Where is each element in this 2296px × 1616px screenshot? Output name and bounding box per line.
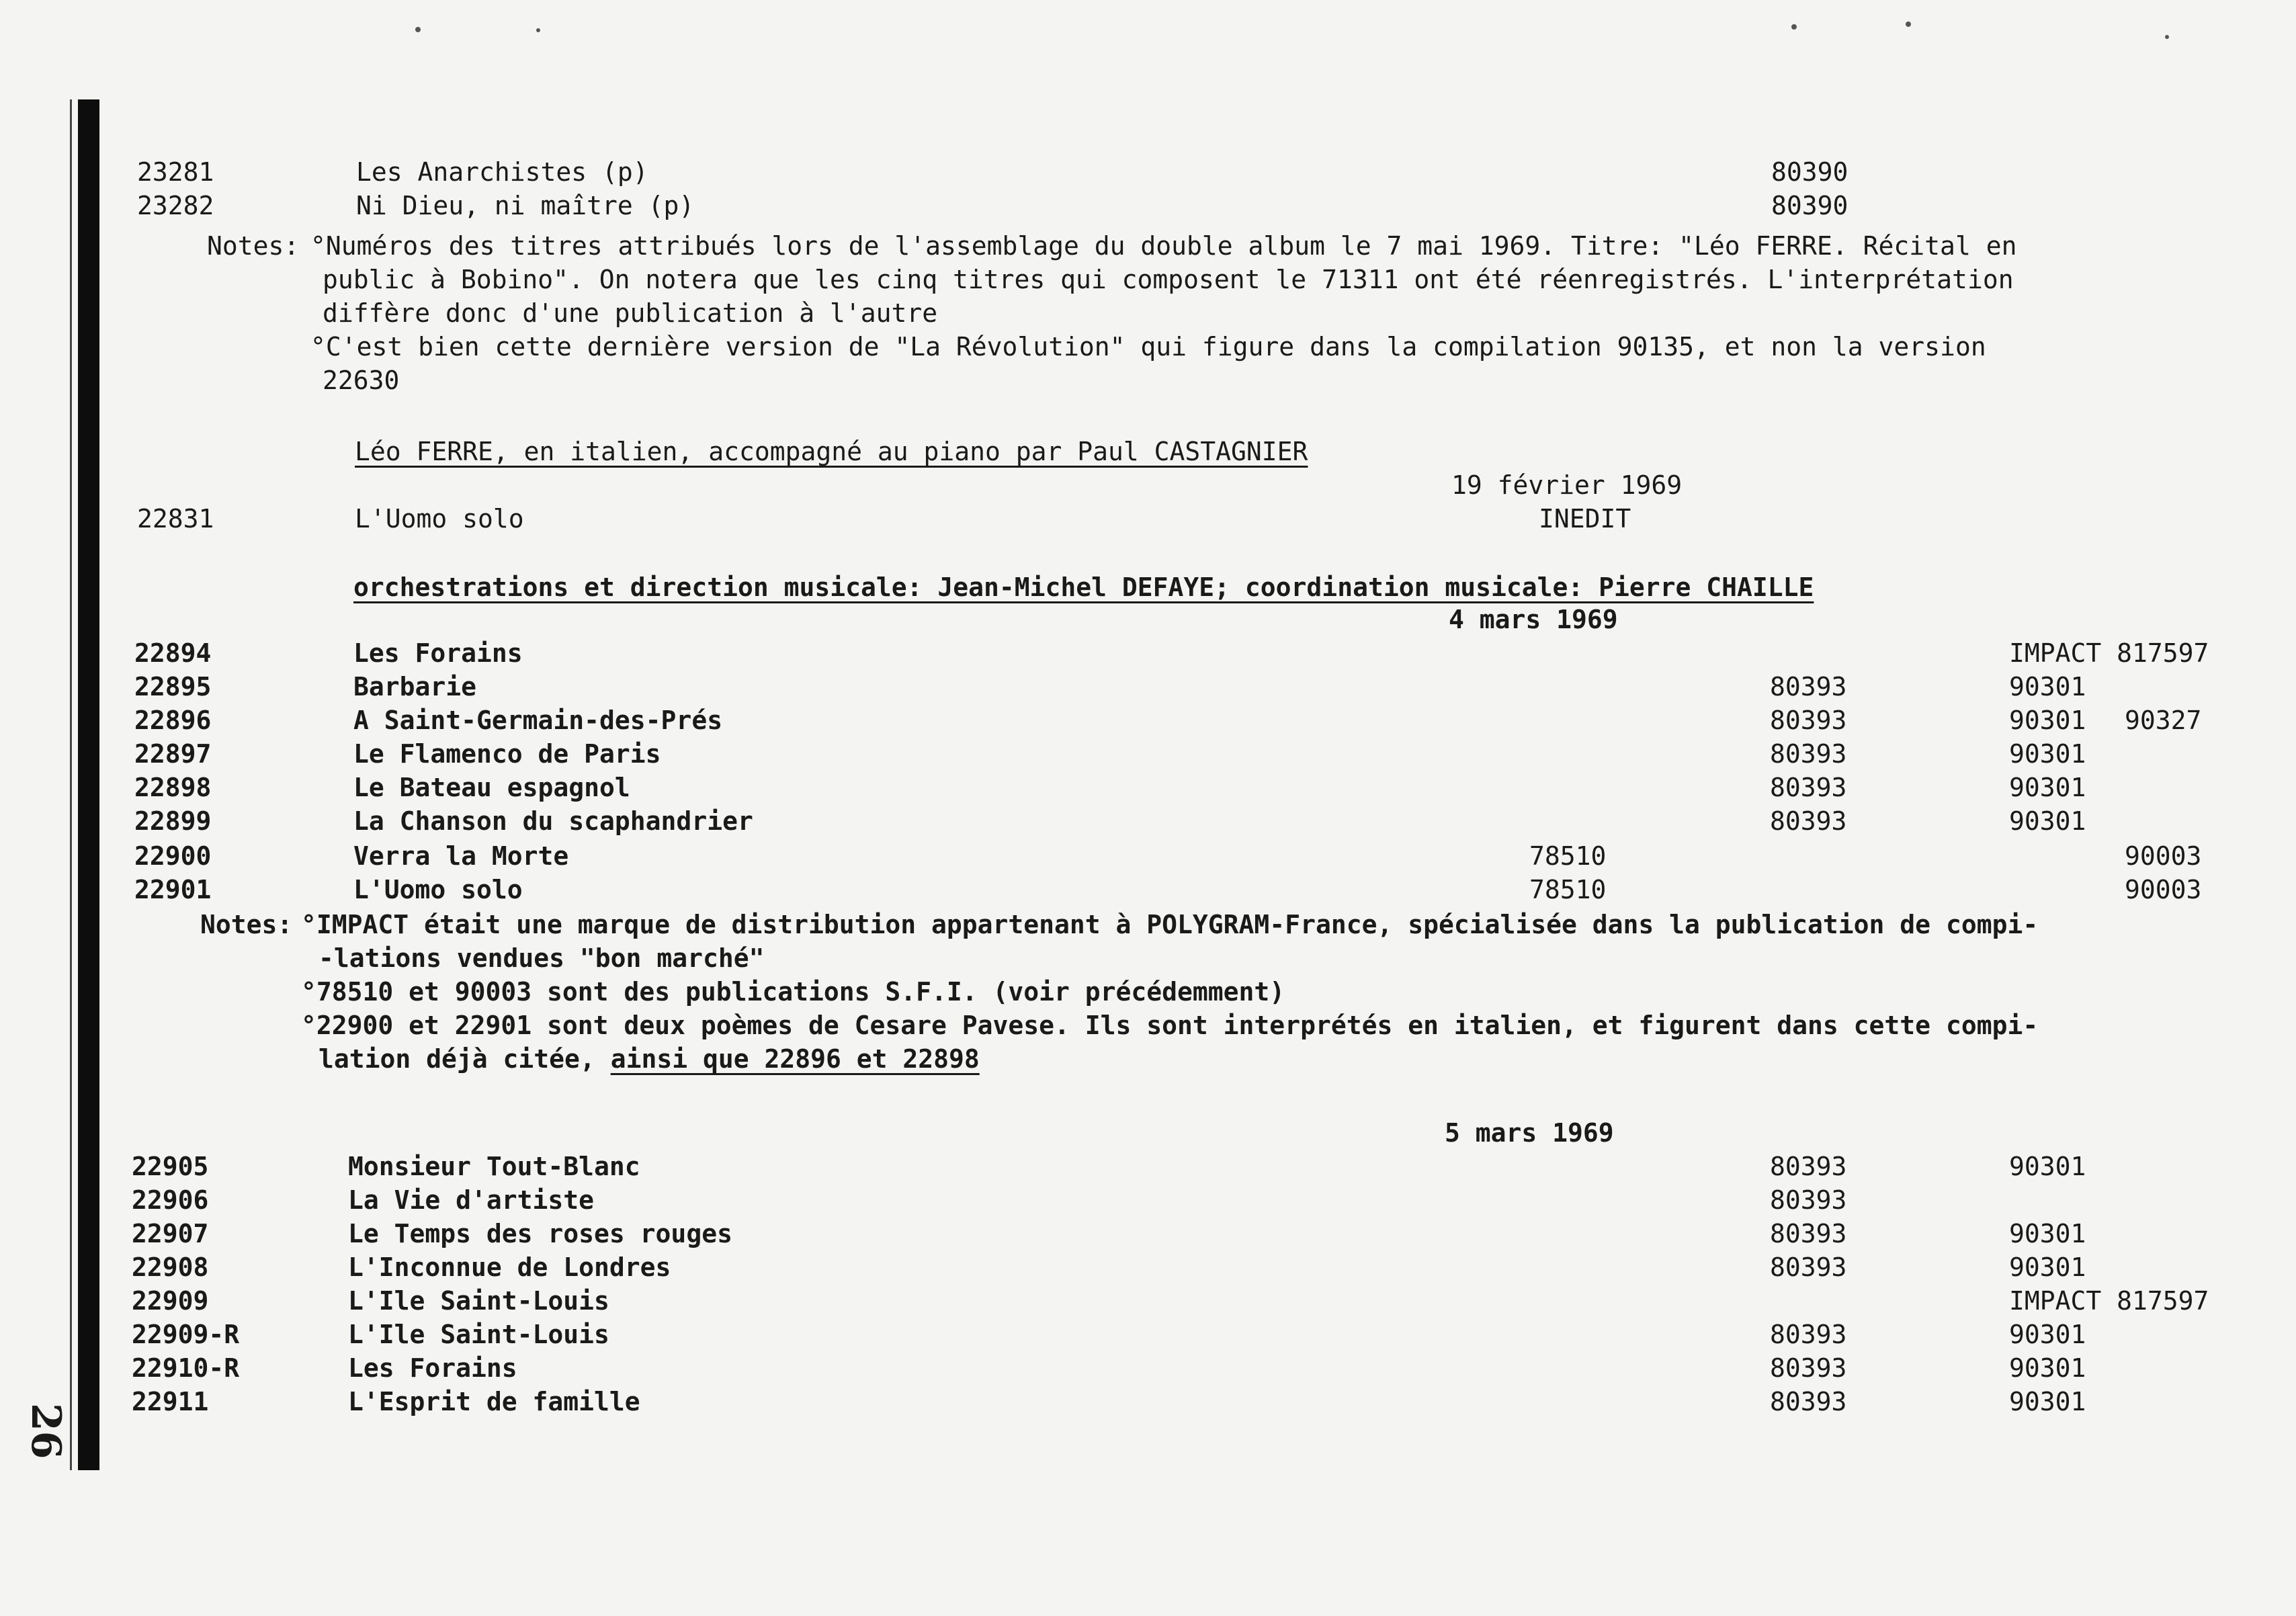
entry-title: L'Ile Saint-Louis (348, 1320, 609, 1349)
entry-ref: IMPACT 817597 (2009, 638, 2209, 668)
session-date: 19 février 1969 (1451, 470, 1683, 500)
entry-ref: 80390 (1771, 191, 1848, 220)
entry-number: 22899 (134, 806, 212, 836)
entry-title: Monsieur Tout-Blanc (348, 1152, 640, 1181)
entry-number: 23281 (137, 157, 214, 187)
note-line: °22900 et 22901 sont deux poèmes de Cesare Pavese. Ils sont interprétés en italien, et figurent dans cette compi- (301, 1011, 2039, 1040)
note-line: °C'est bien cette dernière version de "La Révolution" qui figure dans la compilation 90135, et non la version (310, 332, 1986, 362)
note-line: °Numéros des titres attribués lors de l'assemblage du double album le 7 mai 1969. Titre: "Léo FERRE. Récital en (310, 231, 2017, 261)
entry-ref: 80393 (1770, 672, 1847, 701)
entry-title: Les Forains (353, 638, 523, 668)
entry-ref: 90301 (2009, 706, 2086, 735)
entry-title: L'Esprit de famille (348, 1387, 640, 1416)
entry-ref: IMPACT 817597 (2009, 1286, 2209, 1316)
session-heading: Léo FERRE, en italien, accompagné au piano par Paul CASTAGNIER (355, 437, 1308, 466)
entry-number: 22905 (132, 1152, 209, 1181)
scan-speck (536, 28, 540, 32)
entry-ref: 80393 (1770, 773, 1847, 802)
entry-title: La Vie d'artiste (348, 1185, 595, 1215)
entry-title: A Saint-Germain-des-Prés (353, 706, 723, 735)
entry-title: L'Uomo solo (353, 875, 523, 904)
margin-bar (78, 99, 99, 1470)
entry-number: 22910-R (132, 1353, 240, 1383)
entry-number: 22909 (132, 1286, 209, 1316)
entry-ref: 78510 (1529, 875, 1607, 904)
session-date: 4 mars 1969 (1449, 605, 1618, 634)
entry-ref: 90301 (2009, 773, 2086, 802)
entry-status: INEDIT (1539, 504, 1631, 534)
entry-ref: 90301 (2009, 1252, 2086, 1282)
scan-speck (415, 27, 421, 32)
entry-number: 22831 (137, 504, 214, 534)
entry-ref: 90301 (2009, 1320, 2086, 1349)
session-date: 5 mars 1969 (1445, 1118, 1614, 1148)
entry-ref: 90301 (2009, 1152, 2086, 1181)
entry-number: 22911 (132, 1387, 209, 1416)
entry-title: La Chanson du scaphandrier (353, 806, 753, 836)
page-number: 26 (22, 1403, 69, 1459)
entry-number: 22898 (134, 773, 212, 802)
entry-number: 22906 (132, 1185, 209, 1215)
entry-title: Le Bateau espagnol (353, 773, 630, 802)
entry-ref: 80390 (1771, 157, 1848, 187)
entry-title: Les Forains (348, 1353, 517, 1383)
notes-label: Notes: (200, 910, 293, 939)
entry-title: Le Temps des roses rouges (348, 1219, 732, 1248)
note-line: diffère donc d'une publication à l'autre (323, 298, 938, 328)
entry-ref: 90301 (2009, 1353, 2086, 1383)
entry-title: Ni Dieu, ni maître (p) (356, 191, 695, 220)
entry-number: 23282 (137, 191, 214, 220)
entry-ref: 90301 (2009, 672, 2086, 701)
entry-number: 22895 (134, 672, 212, 701)
entry-title: Les Anarchistes (p) (356, 157, 648, 187)
entry-number: 22909-R (132, 1320, 240, 1349)
entry-title: Le Flamenco de Paris (353, 739, 661, 769)
entry-ref: 80393 (1770, 706, 1847, 735)
scan-speck (1906, 22, 1911, 27)
entry-ref: 90301 (2009, 1387, 2086, 1416)
entry-ref: 80393 (1770, 1252, 1847, 1282)
margin-rule (70, 99, 72, 1470)
entry-ref: 80393 (1770, 1185, 1847, 1215)
note-line: °78510 et 90003 sont des publications S.F.I. (voir précédemment) (301, 977, 1285, 1007)
entry-title: L'Ile Saint-Louis (348, 1286, 609, 1316)
scan-speck (1791, 24, 1797, 30)
entry-ref: 80393 (1770, 1219, 1847, 1248)
entry-ref: 80393 (1770, 806, 1847, 836)
entry-number: 22897 (134, 739, 212, 769)
entry-ref: 90301 (2009, 739, 2086, 769)
entry-number: 22908 (132, 1252, 209, 1282)
note-line: 22630 (323, 366, 400, 395)
entry-ref: 90301 (2009, 1219, 2086, 1248)
entry-title: Barbarie (353, 672, 477, 701)
entry-ref: 80393 (1770, 739, 1847, 769)
note-line: public à Bobino". On notera que les cinq titres qui composent le 71311 ont été réenregistrés. L'interprétation (323, 265, 2014, 294)
entry-title: L'Inconnue de Londres (348, 1252, 671, 1282)
entry-ref: 90003 (2125, 875, 2202, 904)
note-line: °IMPACT était une marque de distribution appartenant à POLYGRAM-France, spécialisée dans la publication de compi- (301, 910, 2039, 939)
note-underlined-text: ainsi que 22896 et 22898 (610, 1044, 980, 1074)
entry-number: 22907 (132, 1219, 209, 1248)
entry-number: 22901 (134, 875, 212, 904)
note-line (318, 1046, 980, 1072)
notes-label: Notes: (207, 231, 300, 261)
entry-ref: 80393 (1770, 1353, 1847, 1383)
entry-ref: 90003 (2125, 841, 2202, 871)
entry-number: 22896 (134, 706, 212, 735)
entry-ref: 90327 (2125, 706, 2202, 735)
entry-ref: 80393 (1770, 1387, 1847, 1416)
entry-ref: 90301 (2009, 806, 2086, 836)
entry-ref: 78510 (1529, 841, 1607, 871)
entry-title: Verra la Morte (353, 841, 569, 871)
session-heading: orchestrations et direction musicale: Jean-Michel DEFAYE; coordination musicale: Pierre CHAILLE (353, 572, 1814, 602)
entry-number: 22900 (134, 841, 212, 871)
entry-ref: 80393 (1770, 1152, 1847, 1181)
entry-title: L'Uomo solo (355, 504, 524, 534)
entry-ref: 80393 (1770, 1320, 1847, 1349)
scan-speck (2165, 35, 2169, 39)
note-line: -lations vendues "bon marché" (318, 943, 765, 973)
entry-number: 22894 (134, 638, 212, 668)
note-text: lation déjà citée, (318, 1044, 611, 1074)
